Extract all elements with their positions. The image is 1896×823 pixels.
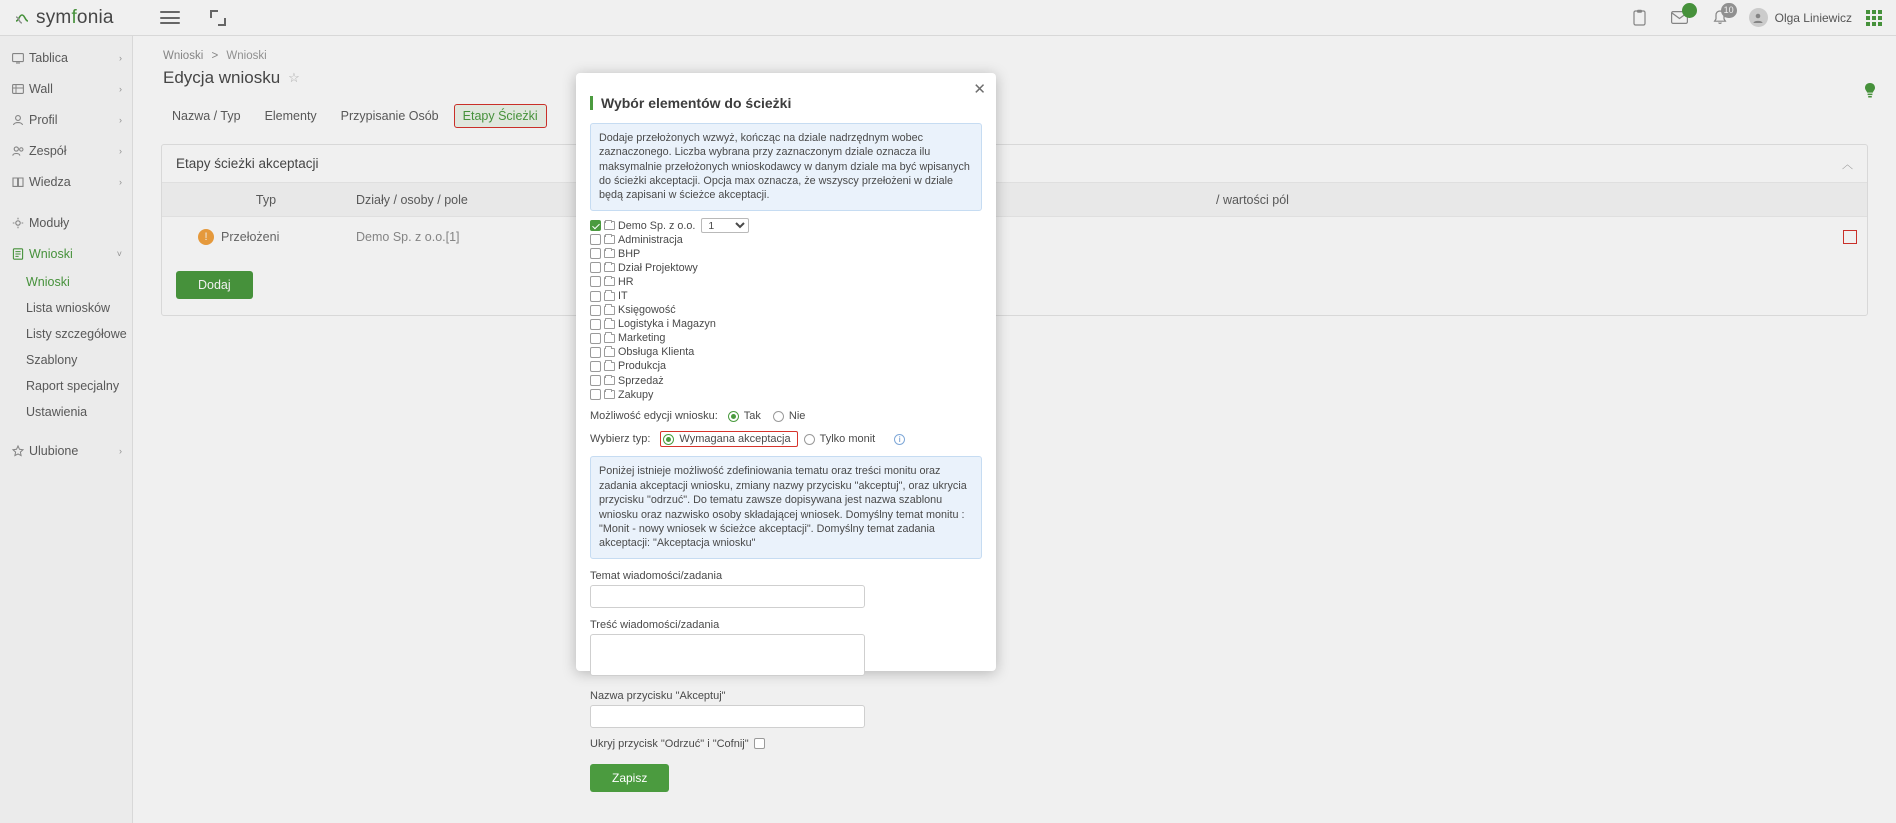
- tab-elementy[interactable]: Elementy: [264, 109, 317, 123]
- folder-icon: [604, 277, 615, 286]
- radio-label-nie: Nie: [788, 410, 806, 423]
- tree-label: Logistyka i Magazyn: [618, 318, 716, 331]
- tree-label: Księgowość: [618, 304, 676, 317]
- folder-icon: [604, 376, 615, 385]
- tree-row-root[interactable]: [590, 219, 982, 233]
- tree-row-dzial-projektowy[interactable]: [590, 261, 982, 275]
- folder-icon: [604, 306, 615, 315]
- info-text-templates: Poniżej istnieje możliwość zdefiniowania tematu oraz treści monitu oraz zadania akceptacji wniosku, zmiany nazwy przycisku "akceptuj", oraz ukrycia przycisku "odrzuć". Do tematu zawsze dopisywana jest nazwa szablonu wniosku oraz nazwisko osoby składającej wniosek. Domyślny temat monitu : "Monit - nowy wniosek w ścieżce akceptacji". Domyślny temat zadania akceptacji: "Akceptacja wniosku": [590, 456, 982, 558]
- checkbox-bhp[interactable]: [590, 248, 601, 259]
- required-acceptance-group[interactable]: [660, 431, 797, 447]
- hide-buttons-checkbox[interactable]: [754, 738, 765, 749]
- chevron-right-icon: ›: [119, 114, 122, 125]
- type-select-label: Wybierz typ:: [590, 433, 651, 446]
- radio-edycja-tak[interactable]: [728, 411, 739, 422]
- checkbox-marketing[interactable]: [590, 333, 601, 344]
- tree-label: Sprzedaż: [618, 374, 664, 387]
- chevron-down-icon: ˅: [116, 248, 122, 259]
- tree-row-produkcja[interactable]: [590, 360, 982, 374]
- chevron-up-icon[interactable]: ︿: [1842, 158, 1853, 171]
- checkbox-hr[interactable]: [590, 276, 601, 287]
- tab-nazwa-typ[interactable]: Nazwa / Typ: [172, 109, 241, 123]
- folder-icon: [604, 320, 615, 329]
- checkbox-it[interactable]: [590, 291, 601, 302]
- subject-label: Temat wiadomości/zadania: [590, 569, 723, 582]
- tree-row-zakupy[interactable]: [590, 388, 982, 402]
- brand-name: symfonia: [36, 6, 114, 28]
- tree-row-obsluga-klienta[interactable]: [590, 346, 982, 360]
- radio-label-tylko-monit: Tylko monit: [819, 433, 876, 446]
- checkbox-zakupy[interactable]: [590, 389, 601, 400]
- tree-label: IT: [618, 290, 628, 303]
- supervisor-count-select[interactable]: [701, 218, 749, 233]
- sidebar-label: Wnioski: [29, 246, 73, 261]
- select-path-elements-dialog: [576, 73, 996, 785]
- sidebar-label: Wall: [29, 81, 53, 96]
- warning-icon: !: [198, 229, 214, 245]
- hide-buttons-label: Ukryj przycisk "Odrzuć" i "Cofnij": [590, 737, 749, 750]
- tree-row-administracja[interactable]: [590, 233, 982, 247]
- chevron-right-icon: ›: [119, 445, 122, 456]
- column-header-wartosci: / wartości pól: [1216, 192, 1289, 207]
- checkbox-demo-sp-z-oo[interactable]: [590, 220, 601, 231]
- tree-label: Zakupy: [618, 388, 654, 401]
- user-name: Olga Liniewicz: [1774, 10, 1852, 25]
- checkbox-ksiegowosc[interactable]: [590, 305, 601, 316]
- accept-button-name-input[interactable]: [590, 705, 865, 728]
- tree-label: BHP: [618, 247, 641, 260]
- page-title: Edycja wniosku: [163, 68, 281, 87]
- tree-row-ksiegowosc[interactable]: [590, 303, 982, 317]
- tree-row-sprzedaz[interactable]: [590, 374, 982, 388]
- cell-typ-label: Przełożeni: [221, 230, 280, 244]
- tree-label: Produkcja: [618, 360, 667, 373]
- folder-icon: [604, 362, 615, 371]
- tree-label: Administracja: [618, 233, 683, 246]
- tab-przypisanie-osob[interactable]: Przypisanie Osób: [340, 109, 439, 123]
- chevron-right-icon: ›: [119, 83, 122, 94]
- sidebar-sublabel: Raport specjalny: [26, 379, 120, 393]
- tree-label: HR: [618, 275, 634, 288]
- breadcrumb-current: Wnioski: [226, 50, 267, 62]
- folder-icon: [604, 292, 615, 301]
- add-button[interactable]: Dodaj: [176, 271, 253, 299]
- sidebar-label: Zespół: [29, 143, 67, 158]
- sidebar-label: Ulubione: [29, 443, 79, 458]
- save-button[interactable]: Zapisz: [590, 764, 669, 792]
- sidebar-label: Profil: [29, 112, 58, 127]
- close-icon[interactable]: ✕: [973, 81, 986, 98]
- subject-input[interactable]: [590, 585, 865, 608]
- modal-body: [576, 111, 996, 792]
- sidebar-sublabel: Szablony: [26, 353, 78, 367]
- sidebar-label: Moduły: [29, 215, 70, 230]
- folder-icon: [604, 249, 615, 258]
- folder-icon: [604, 263, 615, 272]
- checkbox-produkcja[interactable]: [590, 361, 601, 372]
- folder-icon: [604, 348, 615, 357]
- column-header-dzialy: Działy / osoby / pole: [356, 192, 468, 207]
- sidebar-sublabel: Listy szczegółowe: [26, 327, 127, 341]
- radio-label-tak: Tak: [743, 410, 761, 423]
- radio-edycja-nie[interactable]: [773, 411, 784, 422]
- tree-label: Marketing: [618, 332, 666, 345]
- chevron-right-icon: ›: [119, 52, 122, 63]
- checkbox-logistyka-i-magazyn[interactable]: [590, 319, 601, 330]
- breadcrumb-root[interactable]: Wnioski: [163, 50, 204, 62]
- tab-etapy-sciezki[interactable]: Etapy Ścieżki: [454, 104, 547, 128]
- sidebar-sublabel: Lista wniosków: [26, 301, 111, 315]
- chevron-right-icon: ›: [119, 176, 122, 187]
- tree-label: Obsługa Klienta: [618, 346, 695, 359]
- tree-row-logistyka-i-magazyn[interactable]: [590, 317, 982, 331]
- folder-icon: [604, 390, 615, 399]
- notifications-badge: 10: [1721, 3, 1737, 18]
- info-icon[interactable]: i: [894, 434, 905, 445]
- panel-title: Etapy ścieżki akceptacji: [176, 156, 319, 171]
- folder-icon: [604, 235, 615, 244]
- edit-possibility-label: Możliwość edycji wniosku:: [590, 410, 718, 423]
- tree-row-marketing[interactable]: [590, 332, 982, 346]
- sidebar-label: Tablica: [29, 50, 68, 65]
- sidebar-label: Wiedza: [29, 174, 71, 189]
- tree-row-hr[interactable]: [590, 275, 982, 289]
- tree-label: Demo Sp. z o.o.: [618, 219, 696, 232]
- hide-buttons-row: [590, 738, 982, 750]
- body-label: Treść wiadomości/zadania: [590, 618, 720, 631]
- department-tree: [590, 219, 982, 402]
- edit-possibility-row: [590, 410, 982, 422]
- tree-label: Dział Projektowy: [618, 261, 698, 274]
- checkbox-obsluga-klienta[interactable]: [590, 347, 601, 358]
- accept-button-name-label: Nazwa przycisku "Akceptuj": [590, 689, 726, 702]
- radio-wymagana-akceptacja[interactable]: [663, 434, 674, 445]
- modal-title: Wybór elementów do ścieżki: [601, 95, 792, 111]
- sidebar-sublabel: Ustawienia: [26, 405, 88, 419]
- body-textarea[interactable]: [590, 634, 865, 676]
- type-select-row: [590, 431, 982, 447]
- modal-title-row: [576, 73, 996, 111]
- column-header-typ: Typ: [255, 192, 277, 207]
- favorite-star-icon[interactable]: ☆: [288, 70, 300, 85]
- folder-icon: [604, 334, 615, 343]
- sidebar-sublabel: Wnioski: [26, 275, 70, 289]
- checkbox-dzial-projektowy[interactable]: [590, 262, 601, 273]
- info-text-supervisors: Dodaje przełożonych wzwyż, kończąc na dziale nadrzędnym wobec zaznaczonego. Liczba wybrana przy zaznaczonym dziale oznacza ilu maksymalnie przełożonych wnioskodawcy w danym dziale ma być wpisanych do ścieżki akceptacji. Opcja max oznacza, że wszyscy przełożeni w dziale będą zapisani w ścieżce akceptacji.: [590, 123, 982, 211]
- cell-dzialy: Demo Sp. z o.o.[1]: [356, 230, 460, 244]
- chevron-right-icon: ›: [119, 145, 122, 156]
- breadcrumb-separator: >: [211, 50, 219, 62]
- radio-tylko-monit[interactable]: [804, 434, 815, 445]
- checkbox-administracja[interactable]: [590, 234, 601, 245]
- folder-icon: [604, 221, 615, 230]
- title-accent-bar: [590, 96, 593, 110]
- tree-row-it[interactable]: [590, 289, 982, 303]
- radio-label-wymagana-akceptacja: Wymagana akceptacja: [679, 433, 791, 446]
- tree-row-bhp[interactable]: [590, 247, 982, 261]
- checkbox-sprzedaz[interactable]: [590, 375, 601, 386]
